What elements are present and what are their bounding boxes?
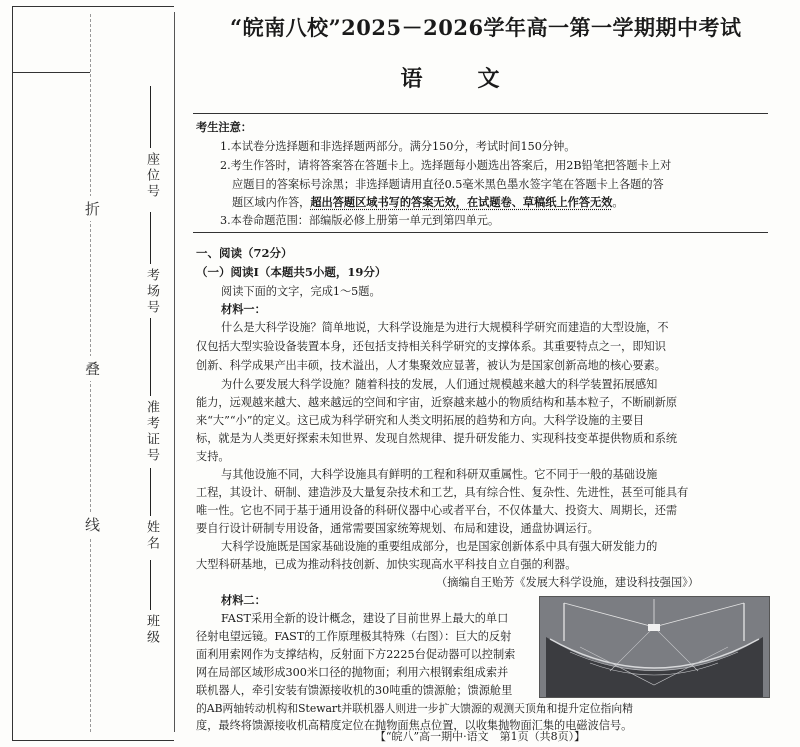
passage-line: 什么是大科学设施？简单地说，大科学设施是为进行大规模科学研究而建造的大型设施，不: [221, 321, 669, 334]
passage-line: 网在局部区域形成300米口径的抛物面；利用六根钢索组成索并: [196, 666, 509, 679]
notice-item-3: 3.本卷命题范围：部编版必修上册第一单元到第四单元。: [220, 214, 500, 227]
passage-line: 唯一性。它也不同于基于通用设备的科研仪器中心或者平台，不仅体量大、投资大、周期长，还需: [196, 504, 678, 517]
passage-line: 仅包括大型实验设备装置本身，还包括支持相关科学研究的支撑体系。其重要特点之一，即知识: [196, 340, 666, 353]
passage-line: 径射电望远镜。FAST的工作原理极其特殊（右图）：巨大的反射: [196, 630, 512, 643]
section-1-sub-heading: （一）阅读Ⅰ（本题共5小题，19分）: [196, 265, 387, 279]
passage-line: 能力，远观越来越大、越来越远的空间和宇宙，近察越来越小的物质结构和基本粒子，不断刷新原: [196, 396, 678, 409]
notice-item-2-line-1: 2.考生作答时，请将答案答在答题卡上。选择题每小题选出答案后，用2B铅笔把答题卡上对: [220, 159, 672, 172]
passage-line: 创新、科学成果产出丰硕，技术溢出，人才集聚效应显著，被认为是国家创新高地的核心要素。: [196, 359, 666, 372]
name-label: 姓名: [144, 520, 159, 552]
passage-line: 为什么要发展大科学设施？随着科技的发展，人们通过规模越来越大的科学装置拓展感知: [221, 378, 658, 391]
section-1-heading: 一、阅读（72分）: [196, 246, 293, 260]
subject-title: 语文: [400, 66, 555, 92]
notice-emphasis: 超出答题区域书写的答案无效，在试题卷、草稿纸上作答无效: [310, 195, 613, 209]
notice-item-2-line-2: 应题目的答案标号涂黑；非选择题请用直径0.5毫米黑色墨水签字笔在答题卡上各题的答: [232, 178, 664, 191]
margin-bottom-rule: [12, 740, 174, 741]
passage-line: FAST采用全新的设计概念，建设了目前世界上最大的单口: [221, 612, 509, 625]
material-2-label: 材料二：: [221, 593, 266, 607]
passage-line: 大科学设施既是国家基础设施的重要组成部分，也是国家创新体系中具有强大研发能力的: [221, 540, 658, 553]
fast-diagram-icon: [540, 597, 769, 697]
notice-item-2-line-3-c: 。: [612, 196, 624, 209]
passage-line: 度，最终将馈源接收机高精度定位在抛物面焦点位置，以收集抛物面汇集的电磁波信号。: [196, 719, 633, 732]
margin-right-rule: [174, 12, 175, 732]
class-line[interactable]: [150, 560, 151, 610]
passage-line: 大型科研基地，已成为推动科技创新、加快实现高水平科技自立自强的利器。: [196, 558, 577, 571]
notice-item-2-line-3: [232, 193, 624, 212]
page-footer: 【“皖八”高一期中·语文 第1页（共8页）】: [374, 730, 586, 743]
passage-line: 与其他设施不同，大科学设施具有鲜明的工程和科研双重属性。它不同于一般的基础设施: [221, 468, 658, 481]
seat-number-label: 座位号: [144, 152, 159, 200]
passage-line: 面利用索网作为支撑结构，反射面下方2225台促动器可以控制索: [196, 648, 516, 661]
passage-line: 联机器人，牵引安装有馈源接收机的30吨重的馈源舱；馈源舱里: [196, 684, 513, 697]
class-label: 班级: [144, 614, 159, 646]
name-line[interactable]: [150, 468, 151, 516]
fast-telescope-image: [539, 596, 770, 698]
passage-line: 支持。: [196, 450, 230, 463]
reading-instruction: 阅读下面的文字，完成1～5题。: [221, 285, 381, 298]
margin-left-rule: [12, 6, 13, 741]
material-1-label: 材料一：: [221, 302, 266, 316]
margin-header-rule: [12, 72, 90, 73]
seat-number-line[interactable]: [150, 86, 151, 148]
fold-char-2: 叠: [85, 356, 100, 381]
passage-line: 要自行设计研制专用设备，通常需要国家统筹规划、布局和建设，通盘协调运行。: [196, 522, 599, 535]
exam-room-label: 考场号: [144, 268, 159, 316]
passage-line: 的AB两轴转动机构和Stewart并联机器人则进一步扩大馈源的观测天顶角和提升定位指向精: [196, 702, 633, 715]
passage-line: 工程，其设计、研制、建造涉及大量复杂技术和工艺，具有综合性、复杂性、先进性，甚至可能具有: [196, 486, 689, 499]
admission-number-label: 准考证号: [144, 400, 159, 464]
fold-char-3: 线: [85, 512, 100, 537]
notice-item-2-line-3-a: 题区域内作答，: [232, 196, 311, 209]
fold-char-1: 折: [85, 196, 100, 221]
passage-line: 来“大”“小”的定义。这已成为科学研究和人类文明拓展的趋势和方向。大科学设施的主要目: [196, 414, 645, 427]
margin-top-rule: [12, 6, 174, 7]
exam-room-line[interactable]: [150, 212, 151, 264]
material-1-source: （摘编自王贻芳《发展大科学设施，建设科技强国》）: [436, 576, 699, 589]
admission-number-line[interactable]: [150, 318, 151, 396]
notice-item-1: 1.本试卷分选择题和非选择题两部分。满分150分，考试时间150分钟。: [220, 140, 576, 153]
notice-heading: 考生注意：: [196, 120, 252, 134]
passage-line: 标，就是为人类更好探索未知世界、发现自然规律、提升研发能力、实现科技变革提供物质和系统: [196, 432, 678, 445]
exam-title: “皖南八校”2025－2026学年高一第一学期期中考试: [230, 15, 742, 40]
